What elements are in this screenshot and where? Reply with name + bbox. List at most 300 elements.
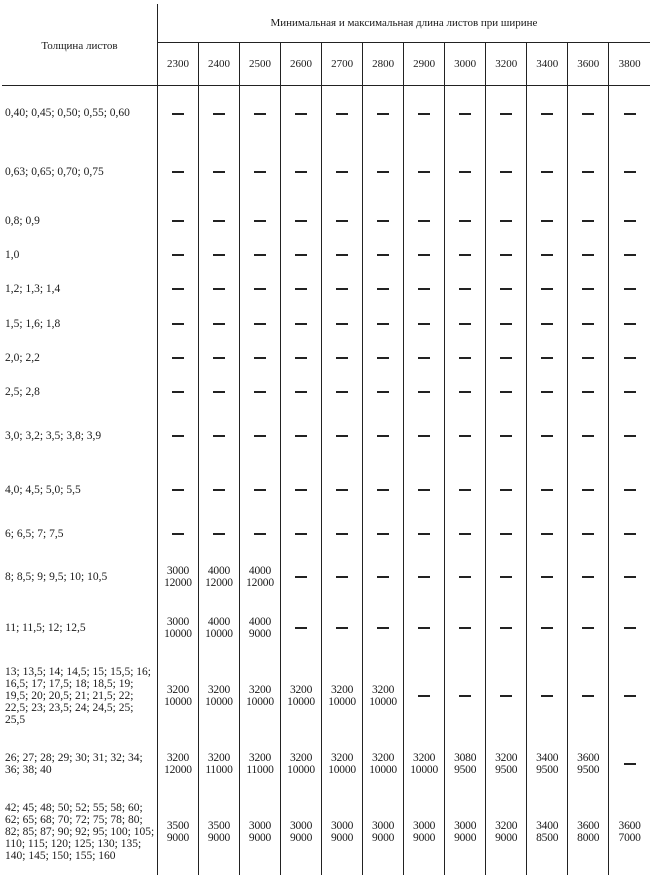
dash-mark	[336, 254, 348, 256]
dash-mark	[624, 489, 636, 491]
dash-mark	[295, 288, 307, 290]
max-length: 8500	[536, 831, 559, 844]
empty-cell-dash	[322, 375, 363, 409]
length-range-cell	[240, 604, 281, 653]
dash-mark	[541, 288, 553, 290]
dash-mark	[377, 113, 389, 115]
dash-mark	[624, 627, 636, 629]
length-range	[328, 752, 356, 776]
dash-mark	[624, 323, 636, 325]
empty-cell-dash	[527, 204, 568, 238]
max-length: 7000	[618, 831, 641, 844]
max-length: 12000	[164, 577, 192, 589]
dash-mark	[459, 489, 471, 491]
table-row	[2, 604, 650, 653]
max-length: 10000	[205, 695, 233, 708]
empty-cell-dash	[404, 517, 445, 551]
min-length: 3200	[166, 751, 190, 764]
empty-cell-dash	[240, 517, 281, 551]
dash-mark	[336, 323, 348, 325]
min-length: 4000	[248, 565, 272, 577]
dash-mark	[624, 533, 636, 535]
min-length: 3600	[577, 819, 600, 832]
table-row	[2, 375, 650, 409]
dash-mark	[582, 254, 594, 256]
empty-cell-dash	[486, 272, 527, 307]
length-range-cell	[198, 739, 239, 789]
max-length: 10000	[328, 763, 356, 776]
empty-cell-dash	[404, 375, 445, 409]
empty-cell-dash	[445, 375, 486, 409]
empty-cell-dash	[404, 307, 445, 341]
dash-mark	[418, 435, 430, 437]
empty-cell-dash	[609, 517, 650, 551]
empty-cell-dash	[404, 204, 445, 238]
table-header	[2, 4, 650, 86]
min-length: 3200	[413, 751, 436, 764]
empty-cell-dash	[568, 517, 609, 551]
dash-mark	[624, 357, 636, 359]
length-range-cell	[198, 789, 239, 875]
min-length: 3500	[166, 819, 190, 832]
empty-cell-dash	[486, 341, 527, 375]
min-length: 3000	[372, 819, 395, 832]
length-range	[577, 752, 599, 776]
dash-mark	[500, 435, 512, 437]
thickness-cell: 1,2; 1,3; 1,4	[2, 272, 157, 307]
empty-cell-dash	[609, 141, 650, 204]
dash-mark	[336, 627, 348, 629]
thickness-cell: 0,40; 0,45; 0,50; 0,55; 0,60	[2, 86, 157, 141]
dash-mark	[500, 113, 512, 115]
dash-mark	[459, 113, 471, 115]
length-range	[536, 752, 558, 776]
dash-mark	[295, 435, 307, 437]
length-range	[164, 565, 192, 589]
empty-cell-dash	[363, 141, 404, 204]
table-row	[2, 409, 650, 463]
dash-mark	[582, 695, 594, 697]
width-header-2300: 2300	[157, 43, 198, 86]
max-length: 9000	[372, 831, 395, 844]
dash-mark	[172, 489, 184, 491]
min-length: 3200	[207, 751, 231, 764]
dash-mark	[172, 288, 184, 290]
empty-cell-dash	[363, 341, 404, 375]
dash-mark	[254, 357, 266, 359]
empty-cell-dash	[568, 604, 609, 653]
empty-cell-dash	[240, 341, 281, 375]
dash-mark	[377, 220, 389, 222]
table-row	[2, 341, 650, 375]
width-header-3400: 3400	[527, 43, 568, 86]
empty-cell-dash	[281, 307, 322, 341]
min-length: 3200	[495, 819, 518, 832]
empty-cell-dash	[363, 272, 404, 307]
dash-mark	[418, 533, 430, 535]
max-length: 10000	[328, 695, 356, 708]
dash-mark	[582, 391, 594, 393]
empty-cell-dash	[198, 86, 239, 141]
empty-cell-dash	[281, 141, 322, 204]
empty-cell-dash	[568, 409, 609, 463]
empty-cell-dash	[568, 551, 609, 604]
empty-cell-dash	[568, 463, 609, 517]
empty-cell-dash	[157, 238, 198, 272]
max-length: 10000	[287, 695, 315, 708]
empty-cell-dash	[157, 463, 198, 517]
empty-cell-dash	[527, 307, 568, 341]
length-range-cell	[445, 739, 486, 789]
length-range	[287, 752, 315, 776]
empty-cell-dash	[198, 375, 239, 409]
length-range-cell	[404, 739, 445, 789]
min-length: 4000	[248, 616, 272, 628]
dash-mark	[336, 220, 348, 222]
dash-mark	[254, 254, 266, 256]
dash-mark	[541, 391, 553, 393]
dash-mark	[295, 627, 307, 629]
dash-mark	[418, 323, 430, 325]
empty-cell-dash	[157, 517, 198, 551]
dash-mark	[541, 533, 553, 535]
empty-cell-dash	[404, 238, 445, 272]
dash-mark	[459, 391, 471, 393]
dash-mark	[582, 171, 594, 173]
dash-mark	[541, 220, 553, 222]
empty-cell-dash	[198, 238, 239, 272]
max-length: 10000	[287, 763, 315, 776]
dash-mark	[377, 489, 389, 491]
empty-cell-dash	[486, 517, 527, 551]
empty-cell-dash	[240, 463, 281, 517]
empty-cell-dash	[527, 238, 568, 272]
empty-cell-dash	[609, 307, 650, 341]
width-header-2500: 2500	[240, 43, 281, 86]
empty-cell-dash	[609, 551, 650, 604]
max-length: 9500	[454, 763, 477, 776]
empty-cell-dash	[486, 409, 527, 463]
empty-cell-dash	[568, 204, 609, 238]
thickness-cell: 11; 11,5; 12; 12,5	[2, 604, 157, 653]
empty-cell-dash	[445, 409, 486, 463]
width-header-2400: 2400	[198, 43, 239, 86]
dash-mark	[336, 357, 348, 359]
empty-cell-dash	[281, 551, 322, 604]
empty-cell-dash	[527, 86, 568, 141]
length-range-cell	[157, 551, 198, 604]
width-header-2700: 2700	[322, 43, 363, 86]
empty-cell-dash	[609, 653, 650, 739]
empty-cell-dash	[363, 307, 404, 341]
min-length: 3200	[248, 683, 272, 696]
empty-cell-dash	[609, 375, 650, 409]
width-header-2600: 2600	[281, 43, 322, 86]
thickness-cell: 2,5; 2,8	[2, 375, 157, 409]
length-range-cell	[240, 789, 281, 875]
empty-cell-dash	[198, 463, 239, 517]
empty-cell-dash	[404, 86, 445, 141]
empty-cell-dash	[322, 463, 363, 517]
dash-mark	[336, 113, 348, 115]
dash-mark	[172, 254, 184, 256]
empty-cell-dash	[240, 375, 281, 409]
length-range-cell	[240, 653, 281, 739]
empty-cell-dash	[363, 204, 404, 238]
dash-mark	[295, 533, 307, 535]
dash-mark	[541, 171, 553, 173]
length-range-cell	[322, 789, 363, 875]
table-row	[2, 238, 650, 272]
max-length: 9500	[577, 763, 600, 776]
empty-cell-dash	[609, 604, 650, 653]
min-length: 3500	[207, 819, 231, 832]
empty-cell-dash	[486, 551, 527, 604]
empty-cell-dash	[363, 517, 404, 551]
dash-mark	[295, 357, 307, 359]
length-range	[249, 820, 271, 844]
min-length: 3000	[413, 819, 436, 832]
max-length: 12000	[205, 577, 233, 589]
empty-cell-dash	[486, 238, 527, 272]
min-length: 3080	[454, 751, 477, 764]
dash-mark	[582, 489, 594, 491]
dash-mark	[459, 254, 471, 256]
empty-cell-dash	[445, 272, 486, 307]
empty-cell-dash	[527, 604, 568, 653]
length-range-cell	[363, 789, 404, 875]
max-length: 9500	[495, 763, 518, 776]
thickness-cell: 4,0; 4,5; 5,0; 5,5	[2, 463, 157, 517]
empty-cell-dash	[198, 517, 239, 551]
length-range	[205, 752, 232, 776]
min-length: 3400	[536, 751, 559, 764]
dash-mark	[377, 323, 389, 325]
dash-mark	[377, 357, 389, 359]
max-length: 9000	[166, 831, 190, 844]
length-range	[246, 565, 274, 589]
dash-mark	[582, 357, 594, 359]
length-range-cell	[404, 789, 445, 875]
min-length: 3200	[289, 751, 313, 764]
length-range-cell	[609, 789, 650, 875]
length-range-cell	[157, 739, 198, 789]
length-range	[331, 820, 353, 844]
empty-cell-dash	[445, 517, 486, 551]
thickness-cell: 0,63; 0,65; 0,70; 0,75	[2, 141, 157, 204]
empty-cell-dash	[445, 604, 486, 653]
empty-cell-dash	[281, 86, 322, 141]
max-length: 11000	[246, 763, 274, 776]
length-range-cell	[198, 653, 239, 739]
length-range	[372, 820, 394, 844]
empty-cell-dash	[609, 238, 650, 272]
empty-cell-dash	[322, 517, 363, 551]
min-length: 3200	[372, 751, 395, 764]
length-range-cell	[486, 789, 527, 875]
empty-cell-dash	[322, 551, 363, 604]
length-range	[205, 616, 233, 640]
empty-cell-dash	[486, 653, 527, 739]
empty-cell-dash	[281, 604, 322, 653]
length-range-cell	[363, 739, 404, 789]
width-header-3000: 3000	[445, 43, 486, 86]
empty-cell-dash	[240, 409, 281, 463]
max-length: 8000	[577, 831, 600, 844]
empty-cell-dash	[527, 375, 568, 409]
dash-mark	[541, 357, 553, 359]
dash-mark	[624, 220, 636, 222]
empty-cell-dash	[404, 551, 445, 604]
empty-cell-dash	[157, 141, 198, 204]
length-range	[495, 820, 517, 844]
dash-mark	[459, 533, 471, 535]
dash-mark	[254, 489, 266, 491]
empty-cell-dash	[609, 739, 650, 789]
dash-mark	[418, 695, 430, 697]
empty-cell-dash	[281, 463, 322, 517]
dash-mark	[541, 113, 553, 115]
dash-mark	[377, 627, 389, 629]
dash-mark	[500, 323, 512, 325]
dash-mark	[541, 323, 553, 325]
length-range	[290, 820, 312, 844]
dash-mark	[377, 435, 389, 437]
empty-cell-dash	[157, 272, 198, 307]
max-length: 9000	[207, 831, 231, 844]
length-range-cell	[240, 739, 281, 789]
dash-mark	[541, 489, 553, 491]
min-length: 3000	[330, 819, 354, 832]
dash-mark	[459, 695, 471, 697]
min-length: 3400	[536, 819, 559, 832]
length-range-cell	[527, 789, 568, 875]
max-length: 9000	[495, 831, 518, 844]
empty-cell-dash	[322, 272, 363, 307]
dash-mark	[172, 435, 184, 437]
table-row	[2, 307, 650, 341]
dash-mark	[254, 533, 266, 535]
empty-cell-dash	[281, 238, 322, 272]
empty-cell-dash	[363, 375, 404, 409]
thickness-cell: 0,8; 0,9	[2, 204, 157, 238]
min-length: 3000	[289, 819, 313, 832]
min-length: 3000	[248, 819, 272, 832]
empty-cell-dash	[198, 409, 239, 463]
min-length: 3200	[289, 683, 313, 696]
empty-cell-dash	[322, 604, 363, 653]
dash-mark	[336, 391, 348, 393]
min-length: 3200	[330, 683, 354, 696]
empty-cell-dash	[568, 341, 609, 375]
empty-cell-dash	[568, 86, 609, 141]
max-length: 12000	[246, 577, 274, 589]
min-length: 3200	[248, 751, 272, 764]
max-length: 11000	[205, 763, 233, 776]
max-length: 9000	[454, 831, 477, 844]
dash-mark	[624, 254, 636, 256]
dash-mark	[336, 171, 348, 173]
empty-cell-dash	[486, 204, 527, 238]
empty-cell-dash	[363, 409, 404, 463]
empty-cell-dash	[281, 272, 322, 307]
empty-cell-dash	[363, 238, 404, 272]
empty-cell-dash	[527, 463, 568, 517]
dash-mark	[295, 323, 307, 325]
empty-cell-dash	[281, 375, 322, 409]
empty-cell-dash	[157, 86, 198, 141]
dash-mark	[418, 391, 430, 393]
dash-mark	[459, 220, 471, 222]
thickness-cell: 26; 27; 28; 29; 30; 31; 32; 34; 36; 38; 40	[2, 739, 157, 789]
dash-mark	[624, 391, 636, 393]
dash-mark	[459, 435, 471, 437]
min-length: 3000	[166, 616, 190, 628]
length-range	[536, 820, 558, 844]
length-range	[205, 565, 233, 589]
length-range	[208, 820, 230, 844]
empty-cell-dash	[363, 86, 404, 141]
thickness-cell: 13; 13,5; 14; 14,5; 15; 15,5; 16; 16,5; 17; 17,5; 18; 18,5; 19; 19,5; 20; 20,5; 21; 21,5; 22; 22,5; 23; 23,5; 24; 24,5; 25; 25,5	[2, 653, 157, 739]
min-length: 4000	[207, 616, 231, 628]
empty-cell-dash	[568, 238, 609, 272]
dash-mark	[418, 254, 430, 256]
empty-cell-dash	[445, 307, 486, 341]
dash-mark	[541, 627, 553, 629]
empty-cell-dash	[609, 86, 650, 141]
max-length: 10000	[369, 695, 397, 708]
empty-cell-dash	[609, 341, 650, 375]
dash-mark	[459, 627, 471, 629]
empty-cell-dash	[445, 463, 486, 517]
dash-mark	[500, 489, 512, 491]
empty-cell-dash	[322, 307, 363, 341]
sheet-length-table	[2, 4, 650, 875]
empty-cell-dash	[240, 272, 281, 307]
max-length: 9000	[330, 831, 354, 844]
dash-mark	[336, 288, 348, 290]
min-length: 3200	[330, 751, 354, 764]
empty-cell-dash	[527, 141, 568, 204]
length-range-cell	[281, 789, 322, 875]
dash-mark	[213, 489, 225, 491]
length-range	[164, 616, 192, 640]
max-length: 9000	[248, 831, 272, 844]
empty-cell-dash	[198, 307, 239, 341]
width-header-2800: 2800	[363, 43, 404, 86]
empty-cell-dash	[198, 204, 239, 238]
empty-cell-dash	[404, 604, 445, 653]
dash-mark	[213, 533, 225, 535]
length-range-cell	[322, 739, 363, 789]
empty-cell-dash	[568, 141, 609, 204]
empty-cell-dash	[486, 463, 527, 517]
thickness-cell: 3,0; 3,2; 3,5; 3,8; 3,9	[2, 409, 157, 463]
max-length: 10000	[164, 695, 192, 708]
dash-mark	[582, 288, 594, 290]
thickness-cell: 1,0	[2, 238, 157, 272]
dash-mark	[254, 323, 266, 325]
empty-cell-dash	[240, 238, 281, 272]
length-range-cell	[240, 551, 281, 604]
table-row	[2, 141, 650, 204]
empty-cell-dash	[281, 341, 322, 375]
length-range-cell	[568, 739, 609, 789]
thickness-cell: 42; 45; 48; 50; 52; 55; 58; 60; 62; 65; 68; 70; 72; 75; 78; 80; 82; 85; 87; 90; 92; 95; 100; 105; 110; 115; 120; 125; 130; 135; 140; 145; 150; 155; 160	[2, 789, 157, 875]
dash-mark	[213, 391, 225, 393]
table-row	[2, 272, 650, 307]
dash-mark	[541, 435, 553, 437]
